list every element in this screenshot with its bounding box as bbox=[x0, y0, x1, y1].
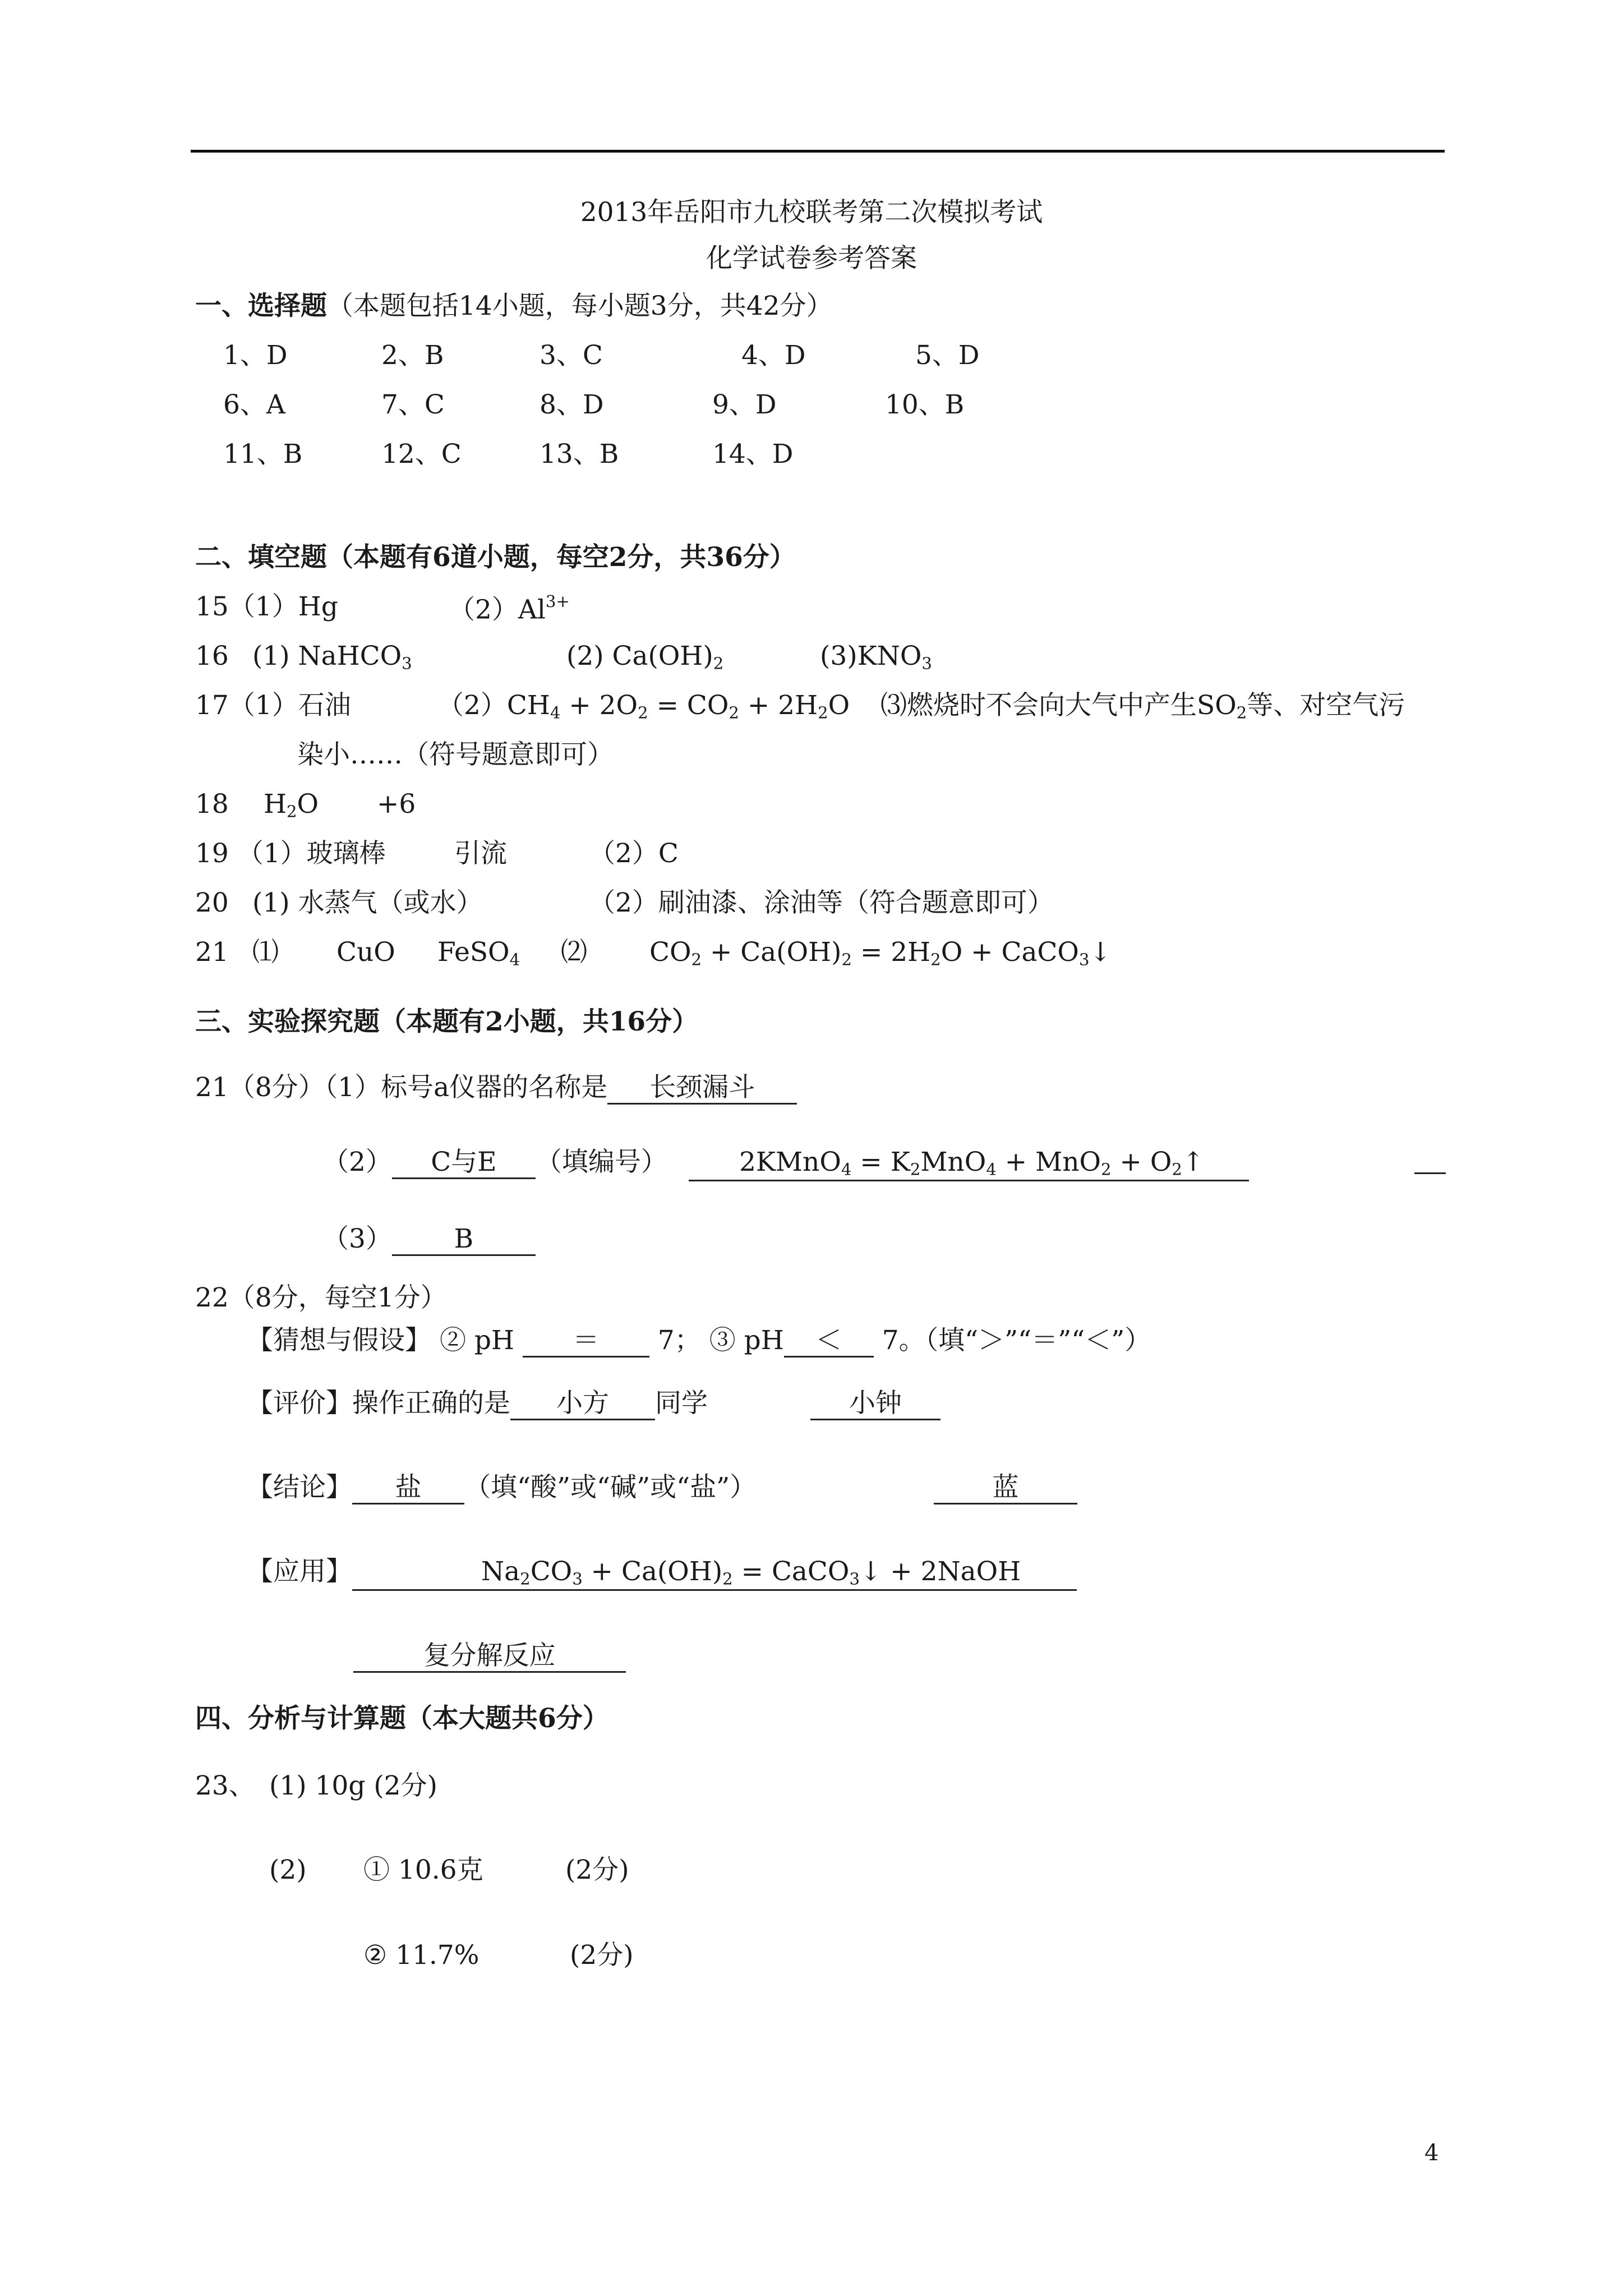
q18-sub: 2 bbox=[287, 802, 297, 821]
q21-mark-2: ⑵ bbox=[561, 937, 587, 968]
q21b-equation bbox=[689, 1149, 1249, 1181]
q22-app-sub: 3 bbox=[849, 1569, 860, 1589]
mc-answer: 3、C bbox=[540, 340, 603, 371]
q21b-line1 bbox=[195, 1074, 797, 1105]
q21b-eq-part: = K bbox=[851, 1147, 910, 1177]
q22-eval-tag: 【评价】操作正确的是 bbox=[247, 1388, 510, 1419]
q22-conclusion-row bbox=[247, 1474, 756, 1504]
q15-number: 15 bbox=[195, 591, 229, 622]
section1-heading-note: （本题包括14小题，每小题3分，共42分） bbox=[327, 291, 833, 321]
mc-answer: 4、D bbox=[741, 340, 806, 371]
q22-conclusion-answer-2-wrap bbox=[934, 1474, 1077, 1504]
q15-al-label: （2）Al bbox=[449, 594, 546, 625]
q21b-eq-part: + O bbox=[1111, 1147, 1172, 1177]
q23-answer-2-1: ① 10.6克 bbox=[363, 1855, 483, 1885]
q17-eq-sub: 4 bbox=[550, 703, 561, 723]
q21b-part2-note: （填编号） bbox=[535, 1147, 667, 1177]
q19-answer-2: （2）C bbox=[589, 838, 679, 869]
q15-answer-1: （1）Hg bbox=[228, 591, 338, 622]
q18-answer-1 bbox=[264, 791, 319, 820]
q16-formula-3: (3)KNO bbox=[820, 641, 922, 671]
q22-eval-answer: 小方 bbox=[510, 1390, 655, 1420]
mc-answer: 8、D bbox=[540, 389, 604, 420]
q21-eq-part: ↓ bbox=[1089, 937, 1112, 968]
section4-heading: 四、分析与计算题（本大题共6分） bbox=[195, 1703, 609, 1734]
q22-conclusion-note: （填“酸”或“碱”或“盐”） bbox=[464, 1472, 757, 1503]
q16-number: 16 bbox=[195, 641, 229, 671]
q22-application-underline bbox=[352, 1558, 1077, 1591]
q16-sub-1: 3 bbox=[402, 654, 412, 673]
q22-app-sub: 3 bbox=[572, 1569, 583, 1589]
q17-answer-3 bbox=[880, 692, 1405, 721]
q21-equation bbox=[649, 939, 1112, 968]
mc-answer: 6、A bbox=[223, 389, 285, 420]
q22-guess-2-answer: ＝ bbox=[523, 1327, 649, 1358]
q17-answer-3-continued: 染小……（符号题意即可） bbox=[297, 739, 614, 770]
q16-formula-2: (2) Ca(OH) bbox=[566, 641, 713, 671]
section1-heading-text: 一、选择题 bbox=[195, 291, 327, 321]
q21b-eq-sub: 4 bbox=[986, 1159, 997, 1179]
mc-answer: 14、D bbox=[712, 439, 794, 470]
q22-reaction-type-wrap bbox=[353, 1642, 626, 1673]
section1-heading bbox=[195, 293, 833, 319]
q21-formula: FeSO bbox=[437, 937, 510, 968]
q18-number: 18 bbox=[195, 789, 229, 820]
q21-eq-part: O + CaCO bbox=[940, 937, 1079, 968]
q22-eval-answer-2-wrap bbox=[810, 1390, 940, 1420]
q16-answer-3 bbox=[820, 643, 932, 671]
q21-eq-part: = 2H bbox=[852, 937, 931, 968]
mc-answer: 10、B bbox=[885, 389, 965, 420]
mc-answer: 12、C bbox=[381, 439, 462, 470]
q21b-eq-sub: 2 bbox=[1101, 1159, 1112, 1179]
q17-answer-1: （1）石油 bbox=[228, 690, 351, 721]
q22-eval-mid: 同学 bbox=[655, 1388, 708, 1419]
q20-answer-2: （2）刷油漆、涂油等（符合题意即可） bbox=[589, 887, 1054, 918]
q21b-answer: 长颈漏斗 bbox=[607, 1074, 797, 1105]
section2-heading: 二、填空题（本题有6道小题，每空2分，共36分） bbox=[195, 542, 796, 573]
q17-eq-part: （2）CH bbox=[437, 690, 550, 721]
q21b-eq-part: 2KMnO bbox=[739, 1147, 841, 1177]
q19-number: 19 bbox=[195, 838, 229, 869]
q15-row bbox=[195, 593, 338, 620]
q23-answer-1: (1) 10g (2分) bbox=[269, 1770, 437, 1801]
q15-answer-2 bbox=[449, 593, 570, 623]
q22-guess-2: ② pH bbox=[439, 1325, 514, 1356]
q16-sub-3: 3 bbox=[921, 654, 932, 673]
header-rule bbox=[191, 150, 1445, 153]
section3-heading: 三、实验探究题（本题有2小题，共16分） bbox=[195, 1006, 699, 1037]
q21-eq-sub: 2 bbox=[691, 950, 702, 969]
q21b-part2-label: （2） bbox=[322, 1147, 392, 1177]
q21-eq-sub: 3 bbox=[1078, 950, 1090, 969]
q22-eval-answer-2: 小钟 bbox=[810, 1390, 940, 1420]
q22-label: 22（8分，每空1分） bbox=[195, 1282, 447, 1313]
q18-answer-2: +6 bbox=[377, 789, 416, 820]
q20-number: 20 bbox=[195, 887, 229, 918]
q17-equation bbox=[437, 692, 850, 721]
q21-answer-1: CuO bbox=[336, 937, 395, 968]
q23-number: 23、 bbox=[195, 1770, 255, 1801]
q23-answer-2-2-points: (2分) bbox=[570, 1940, 634, 1971]
mc-answer: 2、B bbox=[381, 340, 444, 371]
q21b-eq-part: + MnO bbox=[996, 1147, 1101, 1177]
mc-answer: 9、D bbox=[712, 389, 777, 420]
q21b-part3-answer: B bbox=[392, 1226, 536, 1256]
q22-guess-2-end: 7； bbox=[657, 1325, 701, 1356]
document-subtitle: 化学试卷参考答案 bbox=[706, 243, 917, 274]
q17-a3-text: ⑶燃烧时不会向大气中产生SO bbox=[880, 690, 1237, 721]
q22-app-sub: 2 bbox=[722, 1569, 733, 1589]
q20-answer-1: (1) 水蒸气（或水） bbox=[252, 887, 483, 918]
q17-eq-part: + 2O bbox=[560, 690, 638, 721]
q18-formula: O bbox=[297, 789, 319, 820]
q22-conclusion-tag: 【结论】 bbox=[247, 1472, 352, 1503]
q15-charge: 3+ bbox=[545, 592, 570, 611]
q22-app-part: = CaCO bbox=[732, 1556, 850, 1587]
q17-row bbox=[195, 692, 351, 719]
q23-answer-2-1-points: (2分) bbox=[565, 1855, 629, 1885]
q16-sub-2: 2 bbox=[713, 654, 724, 673]
q22-app-part: + Ca(OH) bbox=[582, 1556, 723, 1587]
q22-guess-3-answer: ＜ bbox=[784, 1327, 874, 1358]
q22-app-part: Na bbox=[481, 1556, 520, 1587]
mc-answer: 11、B bbox=[223, 439, 303, 470]
q21b-eq-sub: 2 bbox=[1172, 1159, 1182, 1179]
q21-mark-1: ⑴ bbox=[252, 937, 279, 968]
q21-number: 21 bbox=[195, 937, 229, 968]
q21-answer-2 bbox=[437, 939, 520, 968]
q21-sub: 4 bbox=[509, 950, 520, 969]
q22-application-row bbox=[247, 1558, 1077, 1591]
q18-formula: H bbox=[264, 789, 287, 820]
q19-answer-1b: 引流 bbox=[454, 838, 507, 869]
mc-answer: 7、C bbox=[381, 389, 445, 420]
q21b-line3 bbox=[322, 1223, 536, 1256]
q21-eq-sub: 2 bbox=[841, 950, 852, 969]
q17-number: 17 bbox=[195, 690, 229, 721]
q22-application-tag: 【应用】 bbox=[247, 1556, 352, 1587]
blank-line bbox=[1414, 1172, 1446, 1174]
q21b-part3-label: （3） bbox=[322, 1223, 392, 1254]
q21b-label: 21（8分）（1）标号a仪器的名称是 bbox=[195, 1072, 608, 1103]
q22-guess-3: ③ pH bbox=[709, 1325, 784, 1356]
q22-conclusion-answer-2: 蓝 bbox=[934, 1474, 1077, 1504]
q21b-equation-underline bbox=[689, 1149, 1249, 1181]
q17-eq-sub: 2 bbox=[728, 703, 739, 723]
q22-guess-3-end: 7。（填“＞”“＝”“＜”） bbox=[882, 1325, 1151, 1356]
q21b-line2 bbox=[322, 1149, 667, 1179]
q17-eq-sub: 2 bbox=[638, 703, 648, 723]
q21b-eq-part: MnO bbox=[920, 1147, 986, 1177]
document-title: 2013年岳阳市九校联考第二次模拟考试 bbox=[580, 197, 1043, 228]
q21-eq-sub: 2 bbox=[930, 950, 941, 969]
mc-answer: 13、B bbox=[540, 439, 619, 470]
q19-row bbox=[195, 840, 386, 867]
q21b-eq-sub: 4 bbox=[841, 1159, 852, 1179]
q21-eq-part: + Ca(OH) bbox=[702, 937, 842, 968]
q16-formula-1: (1) NaHCO bbox=[252, 641, 402, 671]
q21b-part2-answer: C与E bbox=[392, 1149, 536, 1179]
q22-conclusion-answer: 盐 bbox=[352, 1474, 464, 1504]
q22-reaction-type: 复分解反应 bbox=[353, 1642, 626, 1673]
q23-answer-2-2: ② 11.7% bbox=[363, 1940, 479, 1971]
q22-eval-row bbox=[247, 1390, 708, 1420]
q17-a3-sub: 2 bbox=[1236, 703, 1247, 723]
q16-answer-1 bbox=[252, 643, 412, 671]
q17-eq-sub: 2 bbox=[818, 703, 828, 723]
q16-answer-2 bbox=[566, 643, 723, 671]
q17-eq-part: + 2H bbox=[739, 690, 818, 721]
q17-a3-text: 等、对空气污 bbox=[1247, 690, 1405, 721]
q22-guess-row bbox=[247, 1327, 1151, 1358]
q17-eq-part: = CO bbox=[648, 690, 729, 721]
q21b-eq-part: ↑ bbox=[1182, 1147, 1205, 1177]
q23-mark-2: (2) bbox=[269, 1855, 307, 1885]
q22-app-sub: 2 bbox=[520, 1569, 531, 1589]
q21b-eq-sub: 2 bbox=[910, 1159, 921, 1179]
q17-eq-part: O bbox=[828, 690, 850, 721]
q22-app-part: ↓ + 2NaOH bbox=[859, 1556, 1021, 1587]
q19-answer-1: （1）玻璃棒 bbox=[237, 838, 386, 869]
q22-app-part: CO bbox=[530, 1556, 573, 1587]
mc-answer: 1、D bbox=[223, 340, 288, 371]
mc-answer: 5、D bbox=[915, 340, 980, 371]
page-number: 4 bbox=[1424, 2140, 1439, 2166]
q21-eq-part: CO bbox=[649, 937, 691, 968]
q22-guess-tag: 【猜想与假设】 bbox=[247, 1325, 431, 1356]
